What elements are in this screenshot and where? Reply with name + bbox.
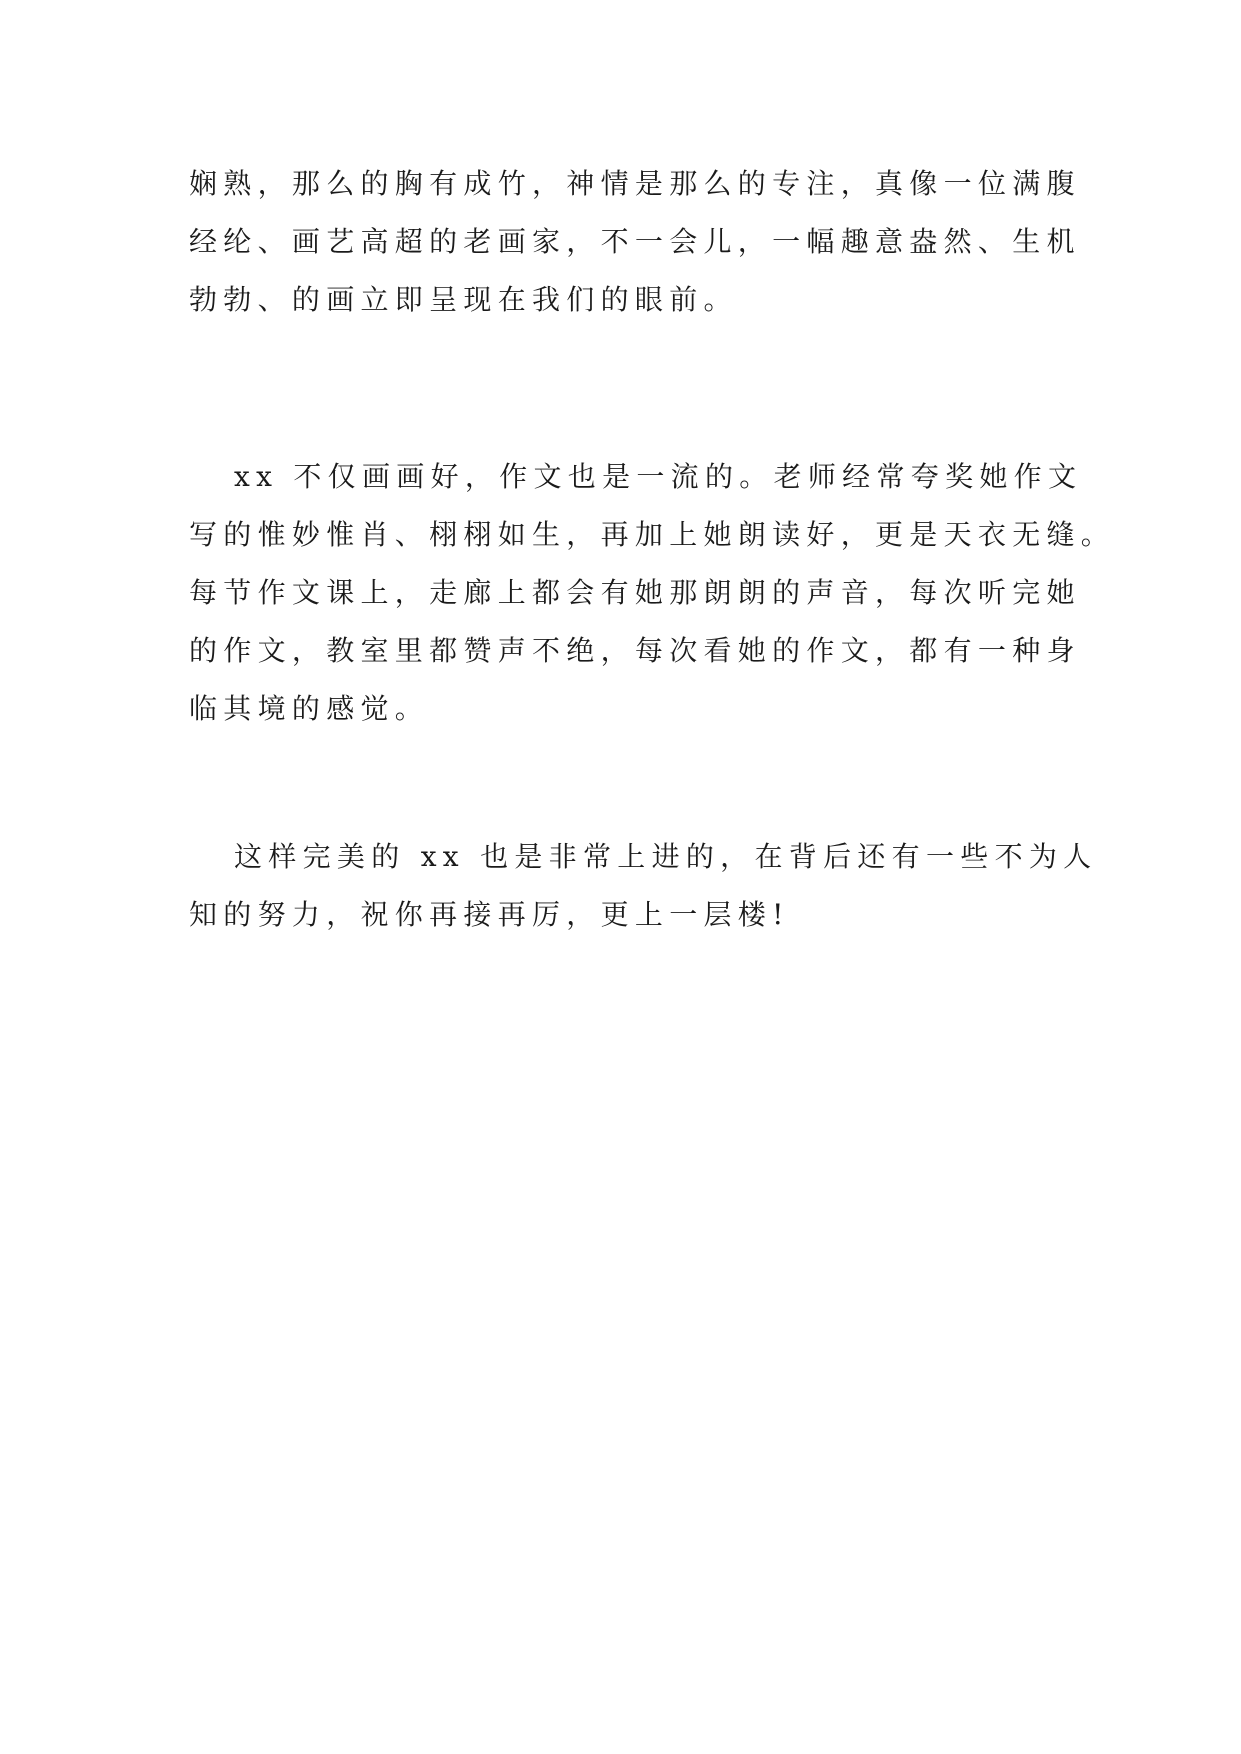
paragraph-2-line-5: 临其境的感觉。 (189, 692, 430, 725)
paragraph-2-line-2: 写的惟妙惟肖、栩栩如生，再加上她朗读好，更是天衣无缝。 (189, 518, 1116, 551)
paragraph-1-line-1: 娴熟，那么的胸有成竹，神情是那么的专注，真像一位满腹 (189, 167, 1081, 200)
paragraph-1 (189, 155, 1081, 329)
paragraph-2-line-1: xx 不仅画画好，作文也是一流的。老师经常夸奖她作文 (234, 460, 1083, 493)
paragraph-3-line-2: 知的努力，祝你再接再厉，更上一层楼! (189, 898, 790, 931)
paragraph-2-line-4: 的作文，教室里都赞声不绝，每次看她的作文，都有一种身 (189, 634, 1081, 667)
paragraph-2-line-3: 每节作文课上，走廊上都会有她那朗朗的声音，每次听完她 (189, 576, 1081, 609)
paragraph-1-line-3: 勃勃、的画立即呈现在我们的眼前。 (189, 283, 738, 316)
paragraph-2 (189, 448, 1116, 738)
paragraph-1-line-2: 经纶、画艺高超的老画家，不一会儿，一幅趣意盎然、生机 (189, 225, 1081, 258)
paragraph-3 (189, 828, 1098, 944)
paragraph-3-line-1: 这样完美的 xx 也是非常上进的，在背后还有一些不为人 (234, 840, 1098, 873)
